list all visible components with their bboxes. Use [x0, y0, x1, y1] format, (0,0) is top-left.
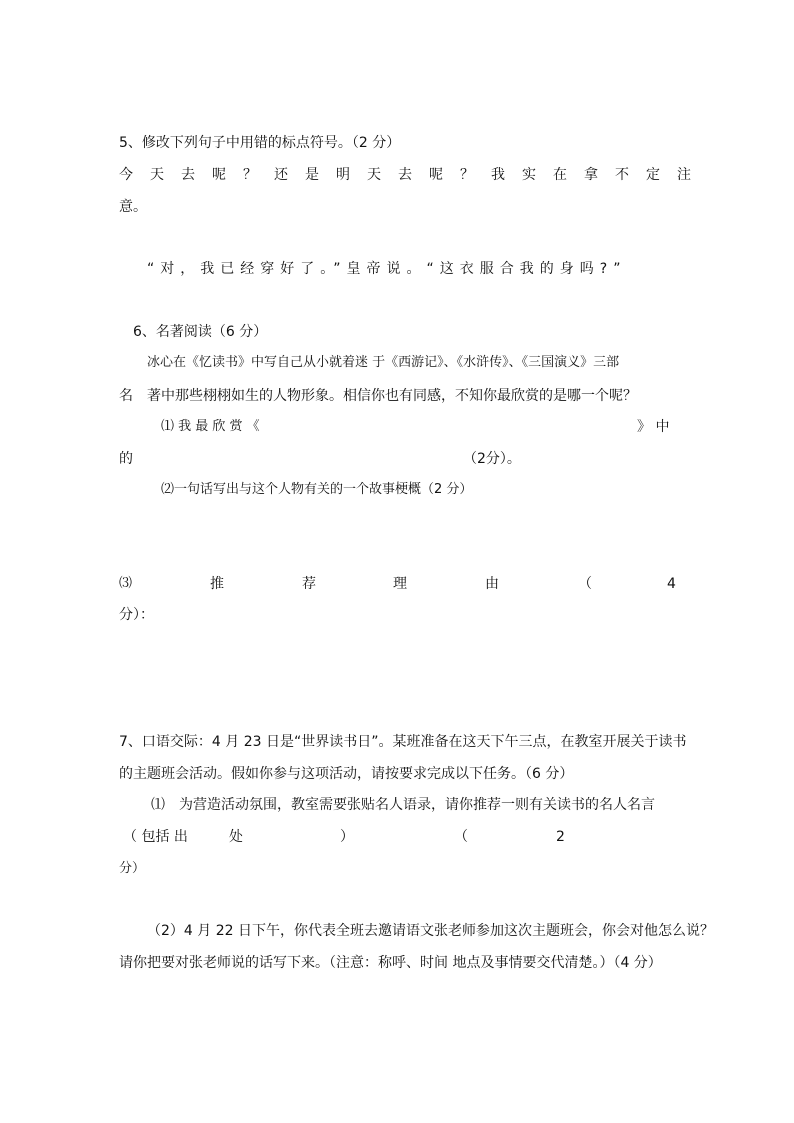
q5-title: 5、修改下列句子中用错的标点符号。（2 分）	[119, 135, 401, 151]
q7-task-2-line-1: （2）4 月 22 日下午，你代表全班去邀请语文张老师参加这次主题班会，你会对他怎么说？	[147, 923, 714, 939]
q5-sentence-1-end: 意。	[119, 199, 147, 215]
q7-line-1: 7、口语交际：4 月 23 日是“世界读书日”。某班准备在这天下午三点，在教室开展关于读书	[119, 734, 687, 750]
q7-line-2: 的主题班会活动。假如你参与这项活动，请按要求完成以下任务。（6 分）	[119, 766, 574, 782]
q7-task-2-line-2: 请你把要对张老师说的话写下来。（注意：称呼、时间 地点及事情要交代清楚。）（4 分）	[119, 955, 662, 971]
q6-part-3-word-4: 由	[485, 576, 499, 592]
q6-title: 6、名著阅读（6 分）	[133, 324, 268, 340]
q6-part-1-de: 的	[119, 451, 133, 467]
q6-part-1: ⑴ 我 最 欣 赏 《	[161, 419, 260, 434]
q6-intro-line-1: 冰心在《忆读书》中写自己从小就着迷 于《西游记》、《水浒传》、《三国演义》三部	[147, 355, 620, 370]
q6-intro-line-2: 著中那些栩栩如生的人物形象。相信你也有同感，不知你最欣赏的是哪一个呢？	[147, 388, 637, 404]
q7-task-1-source: （ 包括 出	[123, 829, 188, 845]
q6-part-3-word-2: 荐	[302, 576, 316, 592]
q7-task-1-paren-open: （	[454, 829, 468, 845]
q6-intro-line-2-start: 名	[119, 388, 133, 404]
q6-part-1-score: （2分）。	[463, 451, 521, 467]
q7-task-1: 为营造活动氛围，教室需要张贴名人语录，请你推荐一则有关读书的名人名言	[179, 797, 655, 813]
q6-part-3-word-1: 推	[210, 576, 224, 592]
q6-part-2: ⑵一句话写出与这个人物有关的一个故事梗概（2 分）	[161, 482, 473, 497]
q7-task-1-score: 2	[556, 829, 565, 845]
q6-part-3-end: 分）：	[119, 607, 154, 623]
q6-part-3-word-3: 理	[393, 576, 407, 592]
q6-part-3-score: 4	[667, 576, 676, 592]
q7-task-1-paren-close: ）	[340, 829, 354, 845]
q7-task-1-number: ⑴	[151, 797, 165, 813]
q6-part-1-close: 》 中	[637, 419, 670, 435]
q6-part-3-number: ⑶	[119, 576, 133, 591]
q5-sentence-1: 今天去呢？还是明天去呢？我实在拿不定注	[119, 167, 708, 183]
q5-sentence-2: “对，我已经穿好了。”皇帝说。“这衣服合我的身吗?”	[147, 261, 627, 277]
q7-task-1-source-chu: 处	[229, 829, 243, 845]
q7-task-1-end: 分）	[119, 861, 146, 876]
q6-part-3-paren: （	[578, 576, 592, 592]
